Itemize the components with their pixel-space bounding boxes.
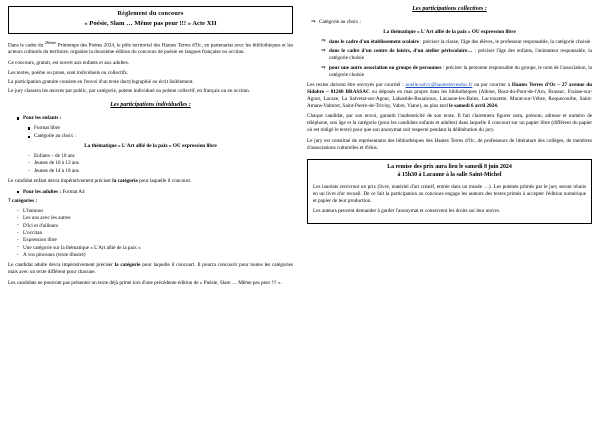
collective-theme-suffix: OU	[470, 28, 481, 35]
children-note-part-a: Le candidat enfant devra impérativement préciser	[8, 177, 113, 184]
context-school-label: dans le cadre d'un établissement scolaire	[329, 38, 419, 45]
previous-edition-note-line2: édition de « Poésie, Slam … Même pas peur !!! ».	[177, 279, 282, 286]
submission-deadline: le samedi 6 avril 2024.	[449, 102, 499, 109]
category-item: - L'occitan	[17, 230, 293, 237]
context-leisure-detail: : préciser l'âge des enfants, l'animateur responsable, la catégorie choisie	[329, 48, 592, 62]
adults-note-part-a: Le candidat adulte devra impérativement préciser	[8, 261, 115, 268]
document-subtitle: « Poésie, Slam … Même pas peur !!! » Acte XII	[84, 20, 217, 28]
award-ceremony-location: à 15h30 à Lacaune à la salle Saint-Michel	[397, 172, 502, 179]
contact-email-link[interactable]: noelle.salvy@hautesterresdoc.fr	[405, 81, 473, 88]
age-range-item: - Jeunes de 10 à 13 ans	[28, 160, 293, 167]
children-note-part-c: pour laquelle il concourt.	[137, 177, 192, 184]
adults-note-part-c: pour laquelle il concourt. Il pourra concourir pour toutes les catégories mais avec un texte différent pour chacune.	[8, 261, 293, 275]
title-box	[8, 6, 293, 34]
children-category-note	[8, 178, 293, 185]
award-anonymity-paragraph: Les auteurs peuvent demander à garder l'anonymat et conservent les droits sur leur œuvre.	[313, 207, 501, 214]
award-prizes-paragraph: Les lauréats recevront un prix (livre, matériel d'art créatif, entrée dans un musée …). Les poèmes primés par le jury seront réunis en un livre d'or recueil. De ce fait la participation au concours engage les auteurs des textes primés à accepter l'édition numérique et papier de leur production.	[313, 184, 586, 204]
children-theme-line	[8, 143, 293, 150]
category-item: - Les uns avec les autres	[17, 215, 293, 222]
children-heading: Pour les enfants :	[17, 115, 293, 122]
section-heading-collective: Les participations collectives :	[412, 6, 487, 12]
category-item: - L'humour	[17, 208, 293, 215]
adults-heading	[17, 189, 293, 196]
right-column	[307, 6, 592, 224]
award-ceremony-box	[307, 159, 592, 224]
submission-libraries: ou déposés en mas propre dans les bibliothèques (Albine, Bout-du-Pont-de-l'Arn, Brassac, Fraisse-sur-Agout, Lacaze, La Salvetat-sur-Agout, Labastide-Rouairoux, Lacaune-les-Bains, Lacrouzette, Murat-sur-Vèbre, Roquecourbe, Saint-Amans-Valtoret, Saint-Pierre-de-Trivisy, Vabre, Viane), au plus tard	[307, 88, 593, 109]
intro-paragraph-5: Le jury classera les œuvres par public, par catégorie, poème individuel ou poème collectif, en français ou en occitan.	[8, 88, 250, 95]
submission-mail-connector: ou par courrier à	[472, 81, 512, 88]
collective-theme-quote: « L'Art allié de la paix »	[416, 28, 471, 35]
age-range-item: - Jeunes de 14 à 18 ans	[28, 168, 293, 175]
collective-context-school	[321, 39, 592, 46]
children-rule-format: Format libre	[28, 125, 293, 132]
intro-paragraph-3: Les textes, poème ou prose, sont individuels ou collectifs.	[8, 69, 129, 76]
adults-previous-edition-note	[8, 280, 293, 287]
collective-context-list	[307, 39, 592, 79]
context-association-label: pour une autre association ou groupe de personnes	[329, 65, 442, 72]
submission-paragraph	[307, 82, 592, 109]
children-rule-category: Catégorie au choix :	[28, 133, 293, 140]
age-range-item: - Enfants – de 10 ans	[28, 153, 293, 160]
category-item: - D'ici et d'ailleurs	[17, 223, 293, 230]
children-age-list	[8, 153, 293, 175]
collective-category-choice: ⇒ Catégorie au choix :	[311, 19, 592, 26]
category-item: - Une catégorie sur la thématique « L'Art allié de la paix »	[17, 245, 293, 252]
collective-theme-alternative: expression libre	[480, 28, 516, 35]
adults-category-list	[8, 208, 293, 259]
adults-heading-label: Pour les adultes :	[23, 188, 63, 195]
adults-category-note	[8, 262, 293, 276]
adults-section-list	[8, 189, 293, 196]
previous-edition-note-line1: Les candidats ne pourront pas présenter un texte déjà primé lors d'une précédente	[8, 279, 177, 286]
context-school-detail: : préciser la classe, l'âge des élèves, le professeur responsable, la catégorie choisie	[418, 38, 591, 45]
intro-paragraph-4: La participation gratuite consiste en l'envoi d'un texte dactylographié ou écrit lisiblement.	[8, 79, 194, 86]
intro-1-part-b: Printemps des Poètes 2024, le pôle territorial des Hautes Terres d'Oc, en partenariat avec les bibliothèques et les acteurs culturels du territoire, organise la douzième édition du concours de poésie en langues française ou occitan.	[8, 42, 293, 56]
intro-paragraph-2: Ce concours, gratuit, est ouvert aux enfants et aux adultes.	[8, 60, 130, 67]
collective-context-association	[321, 65, 592, 79]
jury-composition-paragraph: Le jury est constitué de représentants des bibliothèques des Hautes Terres d'Oc, de professeurs de littérature des collèges, de membres d'associations culturelles et d'élus.	[307, 137, 592, 151]
intro-1-part-a: Dans le cadre du	[8, 42, 45, 49]
adults-category-count: 7 catégories :	[8, 198, 38, 205]
adults-heading-format: Format A4	[62, 188, 85, 195]
jury-anonymity-paragraph: Chaque candidat, par son envoi, garantit l'authenticité de son texte. Il fait clairement figurer nom, prénom, adresse et numéro de téléphone, son âge et la catégorie (pour les candidats enfants et adultes) dans laquelle il concourt sur un papier libre (différent du papier où est rédigé le texte) pour que son anonymat soit respecté pendant la délibération du jury.	[307, 113, 592, 134]
adults-note-emphasis: la catégorie	[114, 261, 141, 268]
award-ceremony-title: La remise des prix aura lieu le samedi 8 juin 2024	[387, 163, 512, 170]
collective-category-list	[307, 19, 592, 26]
children-theme-prefix: La thématique	[84, 143, 118, 150]
submission-intro: Les textes doivent être envoyés par courriel :	[307, 81, 406, 88]
collective-theme-prefix: La thématique	[383, 28, 417, 35]
document-title: Règlement du concours	[117, 10, 184, 17]
category-item: - A vos pinceaux (texte illustré)	[17, 252, 293, 259]
children-section-list	[8, 115, 293, 122]
intro-paragraph-1	[8, 40, 293, 56]
category-item: - Expression libre	[17, 237, 293, 244]
children-rules-list	[8, 125, 293, 140]
children-note-emphasis: la catégorie	[112, 177, 138, 184]
two-column-layout	[8, 6, 592, 290]
left-column	[8, 6, 293, 290]
intro-1-ordinal: 26ème	[44, 39, 57, 45]
context-association-detail: : préciser la personne responsable du groupe, le nom de l'association, la catégorie choisie	[329, 65, 592, 79]
collective-context-leisure	[321, 48, 592, 62]
submission-postal-address: Hautes Terres d'Oc – 27 avenue du Sidobre – 81260 BRASSAC	[307, 81, 592, 95]
children-theme-quote: « L'Art allié de la paix »	[117, 143, 172, 150]
collective-theme-line	[307, 29, 592, 36]
children-theme-alternative: expression libre	[181, 143, 217, 150]
context-leisure-label: dans le cadre d'un centre de loisirs, d'un atelier périscolaire…	[329, 48, 473, 55]
children-theme-suffix: OU	[171, 143, 182, 150]
section-heading-individual: Les participations individuelles :	[110, 102, 191, 109]
